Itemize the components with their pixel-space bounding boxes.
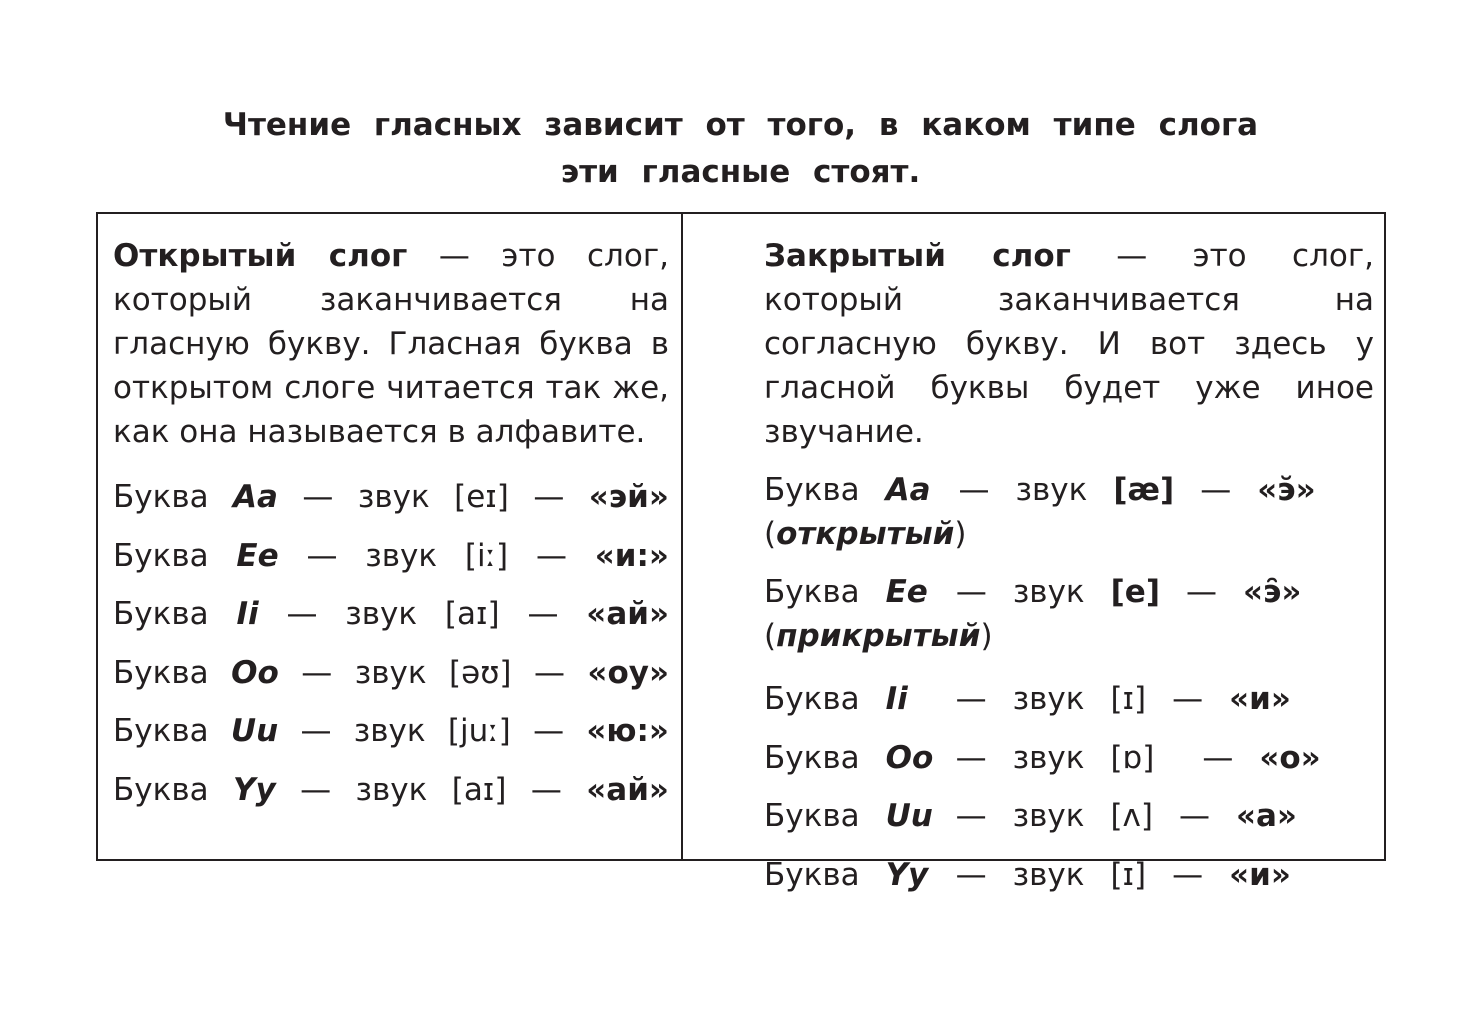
closed-row-o <box>764 729 1374 788</box>
open-row-o <box>113 644 669 703</box>
row-zvuk: звук <box>1012 739 1085 776</box>
row-letter: Ii <box>885 681 908 717</box>
row-dash: — <box>1172 681 1204 717</box>
row-zvuk: звук <box>353 713 426 749</box>
row-dash: — <box>533 713 565 749</box>
row-dash: — <box>955 681 987 717</box>
row-dash: — <box>1186 574 1218 610</box>
row-ipa: [aɪ] <box>451 771 507 808</box>
row-letter: Ii <box>236 596 259 632</box>
closed-row-u <box>764 787 1374 846</box>
closed-row-i <box>764 670 1374 729</box>
row-zvuk: звук <box>1012 681 1085 717</box>
row-letter: Ee <box>885 574 928 610</box>
open-syllable-column <box>113 234 669 819</box>
row-word: Буква <box>764 798 860 834</box>
row-russian: «эй» <box>588 479 669 515</box>
open-row-a <box>113 468 669 527</box>
closed-syllable-definition <box>764 234 1374 454</box>
row-russian: «и:» <box>594 537 669 574</box>
row-dash: — <box>1200 472 1232 508</box>
row-zvuk: звук <box>1012 856 1085 893</box>
row-dash: — <box>533 479 565 515</box>
row-word: Буква <box>113 654 209 691</box>
row-dash: — <box>958 472 990 508</box>
closed-row-a <box>764 468 1374 512</box>
row-russian: «о» <box>1259 739 1321 776</box>
note-open: открытый <box>776 516 955 552</box>
row-dash: — <box>955 856 987 893</box>
row-dash: — <box>301 654 333 691</box>
open-syllable-rows <box>113 468 669 819</box>
paren-close: ) <box>954 516 967 552</box>
row-zvuk: звук <box>365 537 438 574</box>
row-letter: Yy <box>885 856 929 893</box>
row-dash: — <box>286 596 318 632</box>
closed-row-e <box>764 570 1374 614</box>
closed-syllable-rows <box>764 670 1374 904</box>
row-letter: Oo <box>885 739 934 776</box>
row-word: Буква <box>113 771 209 808</box>
paren-open: ( <box>764 618 777 654</box>
row-word: Буква <box>764 472 860 508</box>
closed-syllable-term: Закрытый слог <box>764 238 1071 274</box>
row-russian: «ай» <box>586 771 669 808</box>
row-ipa: [əʊ] <box>449 654 512 691</box>
paren-close: ) <box>980 618 993 654</box>
closed-note-a <box>764 512 1374 556</box>
row-word: Буква <box>764 574 860 610</box>
paren-open: ( <box>764 516 777 552</box>
open-syllable-definition <box>113 234 669 454</box>
row-word: Буква <box>764 856 860 893</box>
row-zvuk: звук <box>355 771 428 808</box>
open-row-e <box>113 527 669 586</box>
column-divider <box>681 214 683 859</box>
row-letter: Oo <box>231 654 279 691</box>
row-word: Буква <box>764 681 860 717</box>
row-zvuk: звук <box>357 479 430 515</box>
row-dash: — <box>955 798 987 834</box>
row-ipa: [aɪ] <box>444 596 500 632</box>
closed-syllable-definition-text: — это слог, который заканчивается на согласную букву. И вот здесь у гласной буквы будет уже иное звучание. <box>764 238 1374 450</box>
row-dash: — <box>1178 798 1210 834</box>
row-russian: «оу» <box>587 654 669 691</box>
open-row-i <box>113 585 669 644</box>
row-word: Буква <box>113 713 209 749</box>
open-row-u <box>113 702 669 761</box>
row-russian: «и» <box>1229 856 1291 893</box>
row-ipa: [iː] <box>464 537 509 574</box>
closed-note-e <box>764 614 1374 658</box>
row-dash: — <box>530 771 562 808</box>
closed-row-y <box>764 846 1374 905</box>
row-russian: «и» <box>1229 681 1291 717</box>
row-ipa: [æ] <box>1113 472 1175 508</box>
row-russian: «э̆» <box>1257 472 1316 508</box>
row-dash: — <box>527 596 559 632</box>
closed-syllable-column <box>764 234 1374 904</box>
row-dash: — <box>300 771 332 808</box>
row-dash: — <box>306 537 338 574</box>
row-dash: — <box>300 713 332 749</box>
row-russian: «э̑» <box>1243 574 1302 610</box>
row-dash: — <box>1202 739 1234 776</box>
note-covered: прикрытый <box>776 618 981 654</box>
row-dash: — <box>535 537 567 574</box>
row-zvuk: звук <box>1012 798 1085 834</box>
row-zvuk: звук <box>345 596 418 632</box>
row-letter: Aa <box>233 479 278 515</box>
page-title <box>0 102 1481 196</box>
title-line-1: Чтение гласных зависит от того, в каком типе слога <box>222 107 1259 143</box>
row-dash: — <box>533 654 565 691</box>
row-dash: — <box>1172 856 1204 893</box>
closed-entry-e <box>764 570 1374 658</box>
row-russian: «ю:» <box>586 713 669 749</box>
row-ipa: [ɪ] <box>1110 681 1147 717</box>
row-letter: Uu <box>885 798 933 834</box>
open-syllable-definition-text: — это слог, который заканчивается на гласную букву. Гласная буква в открытом слоге читается так же, как она называется в алфавите. <box>113 238 669 450</box>
title-line-2: эти гласные стоят. <box>560 154 921 190</box>
row-word: Буква <box>764 739 860 776</box>
row-ipa: [ʌ] <box>1110 798 1153 834</box>
row-zvuk: звук <box>1012 574 1085 610</box>
row-word: Буква <box>113 596 209 632</box>
row-ipa: [ɪ] <box>1110 856 1147 893</box>
open-row-y <box>113 761 669 820</box>
row-word: Буква <box>113 479 209 515</box>
closed-entry-a <box>764 468 1374 556</box>
row-ipa: [ɒ] <box>1110 739 1155 776</box>
row-zvuk: звук <box>1015 472 1088 508</box>
open-syllable-term: Открытый слог <box>113 238 408 274</box>
row-russian: «ай» <box>586 596 669 632</box>
row-zvuk: звук <box>354 654 427 691</box>
row-dash: — <box>955 574 987 610</box>
row-letter: Ee <box>236 537 279 574</box>
row-russian: «а» <box>1235 798 1297 834</box>
row-dash: — <box>302 479 334 515</box>
row-letter: Uu <box>230 713 279 749</box>
row-ipa: [eɪ] <box>454 479 509 515</box>
row-letter: Yy <box>233 771 276 808</box>
row-ipa: [e] <box>1110 574 1161 610</box>
row-dash: — <box>955 739 987 776</box>
row-word: Буква <box>113 537 209 574</box>
row-letter: Aa <box>885 472 931 508</box>
row-ipa: [juː] <box>447 713 511 749</box>
syllable-table <box>96 212 1386 893</box>
